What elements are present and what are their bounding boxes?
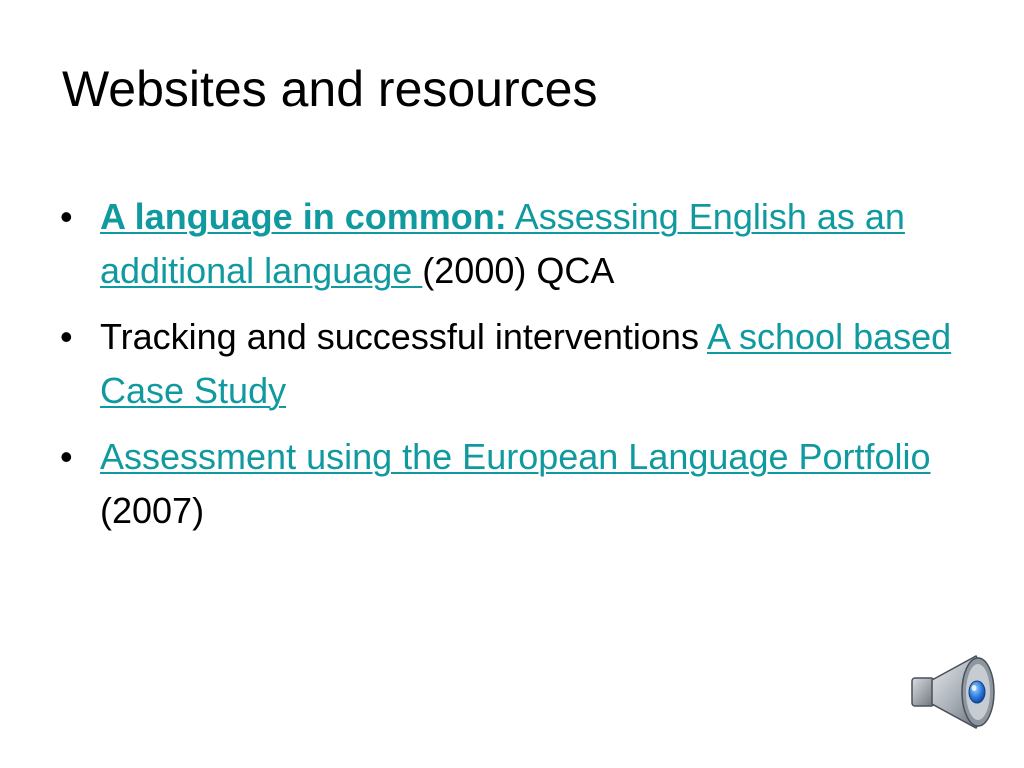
bullet-item-tracking (58, 310, 958, 418)
link-text: Assessing English as an additional language (100, 196, 905, 291)
link-school-case-study[interactable]: A school based Case Study (100, 316, 952, 411)
bullet-item-language-in-common (58, 190, 958, 298)
bullet-prefix: Tracking and successful interventions (100, 316, 707, 357)
slide-title: Websites and resources (62, 61, 598, 117)
link-european-language-portfolio[interactable]: Assessment using the European Language Portfolio (100, 436, 931, 477)
speaker-icon[interactable] (906, 650, 1002, 734)
link-bold-text: A language in common: (100, 196, 507, 237)
bullet-marker: • (60, 436, 73, 477)
bullet-suffix: (2007) (100, 490, 205, 531)
bullet-list (58, 190, 958, 550)
bullet-item-european-portfolio (58, 430, 958, 538)
bullet-suffix: (2000) QCA (422, 250, 615, 291)
bullet-marker: • (60, 316, 73, 357)
bullet-marker: • (60, 196, 73, 237)
